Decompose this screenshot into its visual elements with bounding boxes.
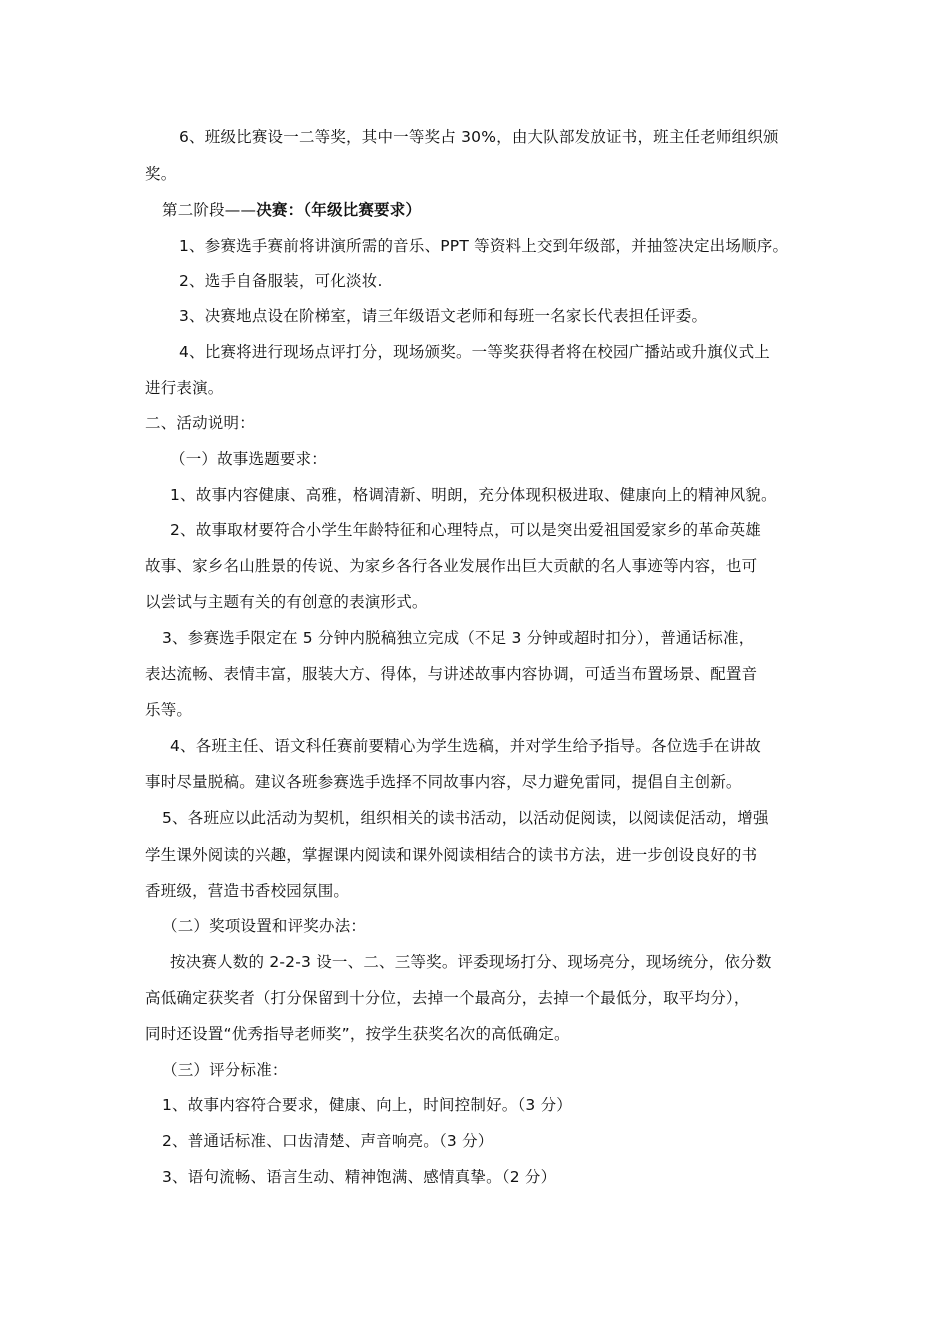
section-heading: 二、活动说明：: [145, 414, 255, 432]
section-heading-prefix: 第二阶段——: [162, 201, 257, 219]
subsection-heading: （一）故事选题要求：: [170, 450, 328, 468]
paragraph-line: 1、故事内容健康、高雅，格调清新、明朗，充分体现积极进取、健康向上的精神风貌。: [170, 486, 777, 504]
paragraph-line: 香班级，营造书香校园氛围。: [145, 882, 350, 900]
subsection-heading: （三）评分标准：: [162, 1061, 288, 1079]
list-item: 1、故事内容符合要求，健康、向上，时间控制好。（3 分）: [162, 1096, 573, 1114]
paragraph-line: 进行表演。: [145, 379, 224, 397]
section-heading: [162, 200, 421, 220]
paragraph-line: 3、决赛地点设在阶梯室，请三年级语文老师和每班一名家长代表担任评委。: [179, 307, 708, 325]
paragraph-line: 同时还设置“优秀指导老师奖”，按学生获奖名次的高低确定。: [145, 1025, 570, 1043]
paragraph-line: 2、故事取材要符合小学生年龄特征和心理特点，可以是突出爱祖国爱家乡的革命英雄: [170, 521, 761, 539]
subsection-heading: （二）奖项设置和评奖办法：: [162, 917, 367, 935]
paragraph-line: 5、各班应以此活动为契机，组织相关的读书活动，以活动促阅读，以阅读促活动，增强: [162, 809, 769, 827]
paragraph-line: 2、选手自备服装，可化淡妆.: [179, 272, 383, 290]
paragraph-line: 4、各班主任、语文科任赛前要精心为学生选稿，并对学生给予指导。各位选手在讲故: [170, 737, 761, 755]
list-item: 3、语句流畅、语言生动、精神饱满、感情真挚。（2 分）: [162, 1168, 557, 1186]
paragraph-line: 4、比赛将进行现场点评打分，现场颁奖。一等奖获得者将在校园广播站或升旗仪式上: [179, 343, 770, 361]
paragraph-line: 乐等。: [145, 701, 193, 719]
paragraph-line: 6、班级比赛设一二等奖，其中一等奖占 30%，由大队部发放证书，班主任老师组织颁: [179, 128, 779, 146]
paragraph-line: 奖。: [145, 165, 177, 183]
paragraph-line: 表达流畅、表情丰富，服装大方、得体，与讲述故事内容协调，可适当布置场景、配置音: [145, 665, 758, 683]
paragraph-line: 以尝试与主题有关的有创意的表演形式。: [145, 593, 428, 611]
paragraph-line: 高低确定获奖者（打分保留到十分位，去掉一个最高分，去掉一个最低分，取平均分），: [145, 989, 750, 1007]
paragraph-line: 3、参赛选手限定在 5 分钟内脱稿独立完成（不足 3 分钟或超时扣分），普通话标准，: [162, 629, 755, 647]
paragraph-line: 按决赛人数的 2-2-3 设一、二、三等奖。评委现场打分、现场亮分，现场统分，依分数: [170, 953, 772, 971]
paragraph-line: 学生课外阅读的兴趣，掌握课内阅读和课外阅读相结合的读书方法，进一步创设良好的书: [145, 846, 758, 864]
paragraph-line: 故事、家乡名山胜景的传说、为家乡各行各业发展作出巨大贡献的名人事迹等内容，也可: [145, 557, 758, 575]
paragraph-line: 事时尽量脱稿。建议各班参赛选手选择不同故事内容，尽力避免雷同，提倡自主创新。: [145, 773, 742, 791]
list-item: 2、普通话标准、口齿清楚、声音响亮。（3 分）: [162, 1132, 494, 1150]
section-heading-bold: 决赛：（年级比赛要求）: [256, 201, 422, 219]
paragraph-line: 1、参赛选手赛前将讲演所需的音乐、PPT 等资料上交到年级部，并抽签决定出场顺序。: [179, 237, 789, 255]
